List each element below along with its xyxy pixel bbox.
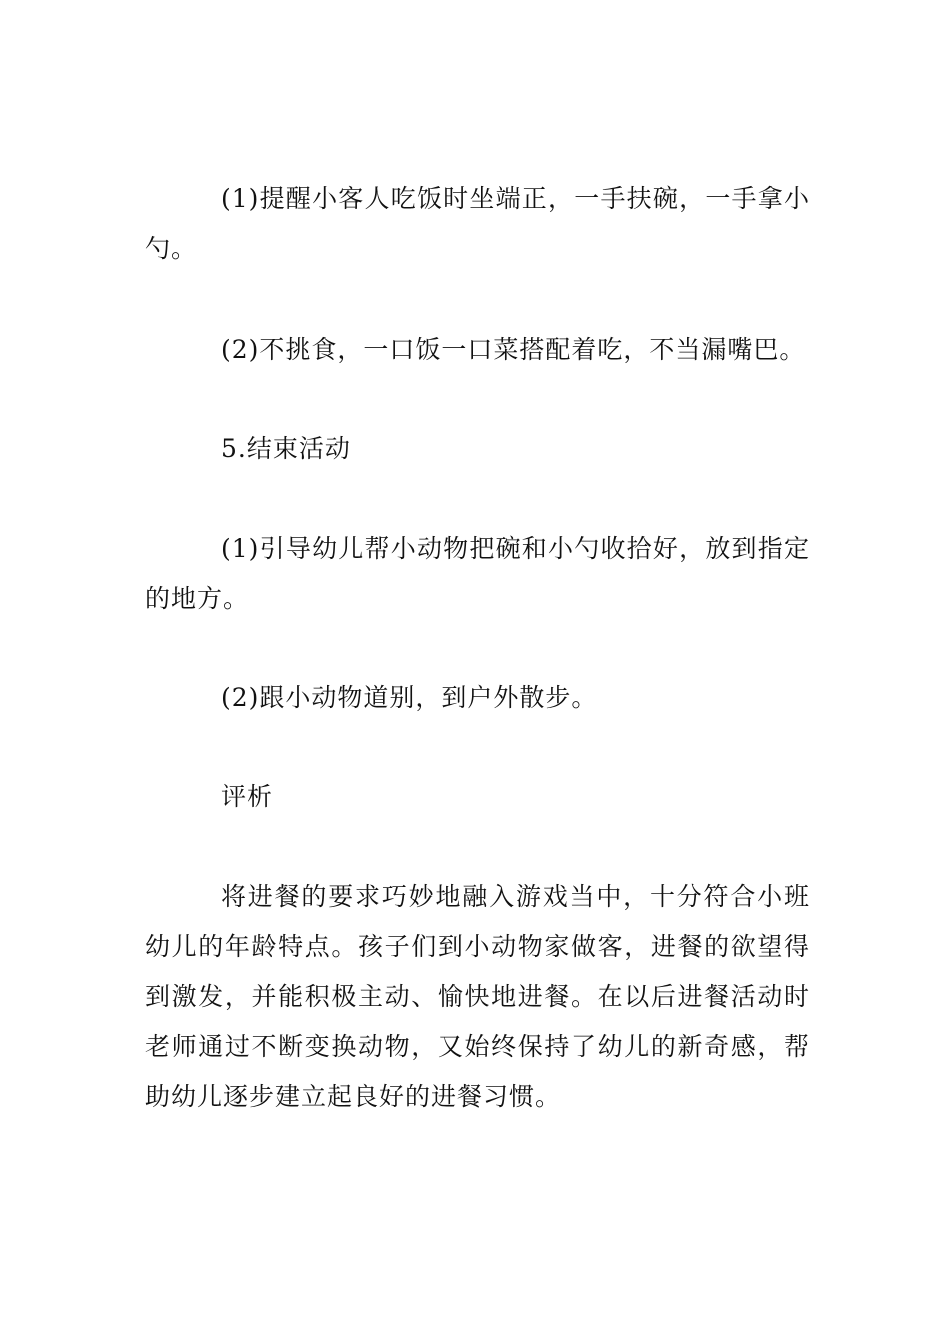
- paragraph-tidy-bowls: (1)引导幼儿帮小动物把碗和小勺收拾好，放到指定的地方。: [145, 534, 810, 613]
- paragraph-meal-posture: (1)提醒小客人吃饭时坐端正，一手扶碗，一手拿小勺。: [145, 184, 810, 263]
- section-heading-end-activity: 5.结束活动: [221, 434, 351, 463]
- paragraph-no-picky-eating: (2)不挑食，一口饭一口菜搭配着吃，不当漏嘴巴。: [221, 335, 806, 364]
- section-heading-commentary: 评析: [221, 782, 274, 811]
- paragraph-commentary-body: 将进餐的要求巧妙地融入游戏当中，十分符合小班幼儿的年龄特点。孩子们到小动物家做客，进餐的欲望得到激发，并能积极主动、愉快地进餐。在以后进餐活动时老师通过不断变换动物，又始终保持了幼儿的新奇感，帮助幼儿逐步建立起良好的进餐习惯。: [145, 882, 810, 1111]
- paragraph-say-goodbye: (2)跟小动物道别，到户外散步。: [221, 683, 598, 712]
